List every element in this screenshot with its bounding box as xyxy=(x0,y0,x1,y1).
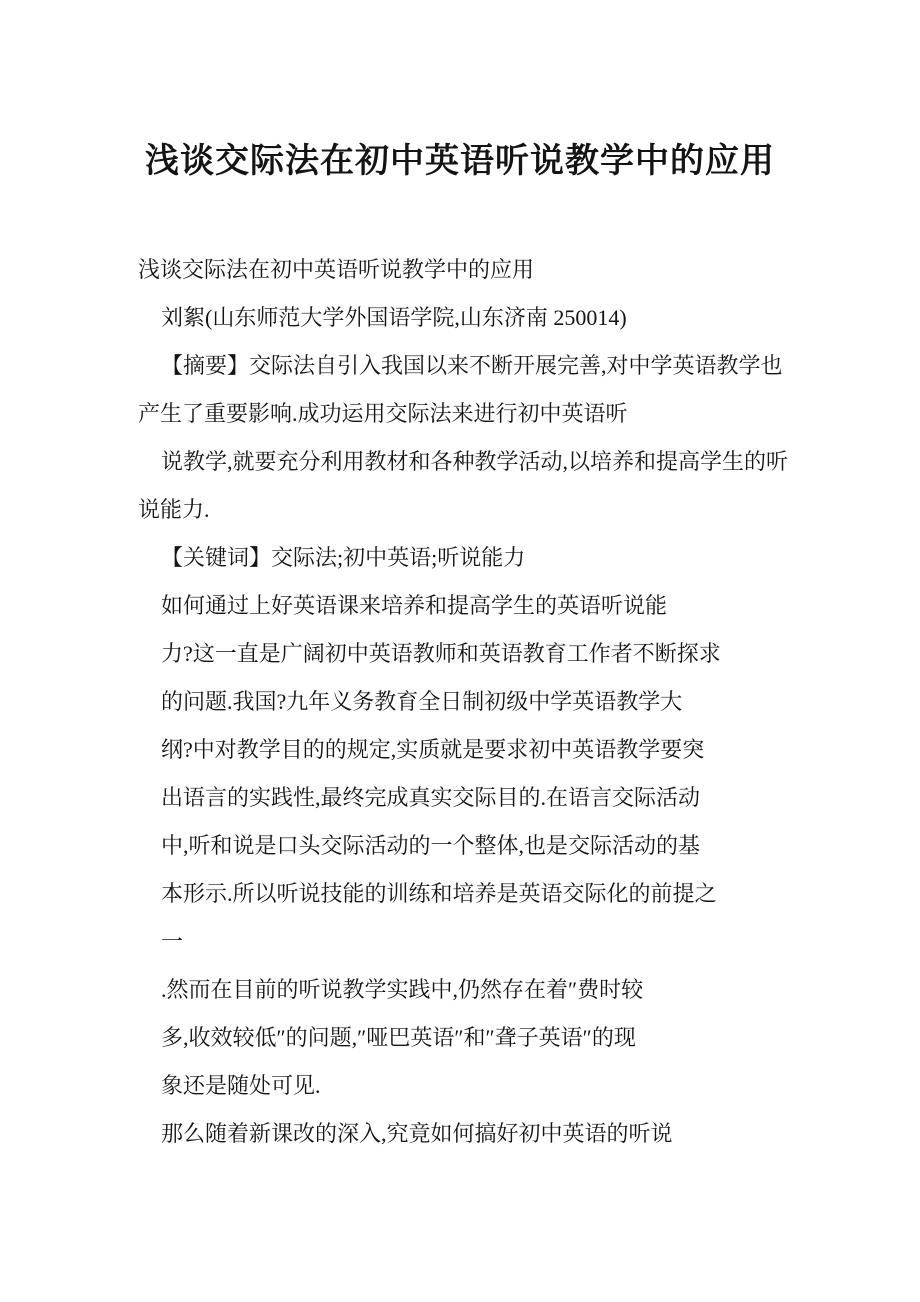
text-line: 中,听和说是口头交际活动的一个整体,也是交际活动的基 xyxy=(161,833,701,858)
document-body xyxy=(138,246,798,1158)
text-line: 产生了重要影响.成功运用交际法来进行初中英语听 xyxy=(138,401,628,426)
text-line: 象还是随处可见. xyxy=(161,1073,321,1098)
text-line: 纲?中对教学目的的规定,实质就是要求初中英语教学要突 xyxy=(161,737,705,762)
text-line: 力?这一直是广阔初中英语教师和英语教育工作者不断探求 xyxy=(161,641,721,666)
text-line: 说教学,就要充分利用教材和各种教学活动,以培养和提高学生的听 xyxy=(161,449,789,474)
text-line: 多,收效较低″的问题,″哑巴英语″和″聋子英语″的现 xyxy=(161,1025,636,1050)
text-line: 浅谈交际法在初中英语听说教学中的应用 xyxy=(138,257,535,282)
text-line: 【摘要】交际法自引入我国以来不断开展完善,对中学英语教学也 xyxy=(161,353,783,378)
text-line: 如何通过上好英语课来培养和提高学生的英语听说能 xyxy=(161,593,668,618)
text-line: .然而在目前的听说教学实践中,仍然存在着″费时较 xyxy=(161,977,644,1002)
text-line: 刘絮(山东师范大学外国语学院,山东济南 250014) xyxy=(161,305,627,330)
document-title: 浅谈交际法在初中英语听说教学中的应用 xyxy=(145,143,775,180)
text-line: 【关键词】交际法;初中英语;听说能力 xyxy=(161,545,526,570)
text-line: 的问题.我国?九年义务教育全日制初级中学英语教学大 xyxy=(161,689,683,714)
text-line: 一 xyxy=(161,929,184,954)
text-line: 那么随着新课改的深入,究竟如何搞好初中英语的听说 xyxy=(161,1121,673,1146)
text-line: 说能力. xyxy=(138,497,210,522)
text-line: 出语言的实践性,最终完成真实交际目的.在语言交际活动 xyxy=(161,785,701,810)
text-line: 本形示.所以听说技能的训练和培养是英语交际化的前提之 xyxy=(161,881,717,906)
